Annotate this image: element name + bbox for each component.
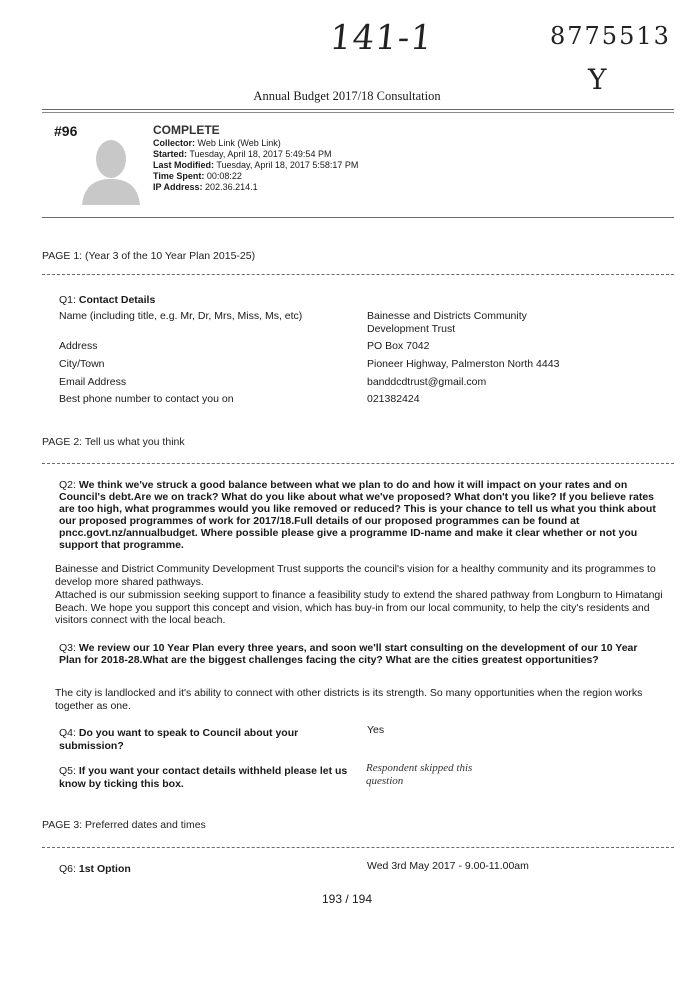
page2-title: Tell us what you think bbox=[84, 436, 185, 448]
q2-text: We think we've struck a good balance between what we plan to do and how it will impact on your rates and on Council's debt.Are we on track? What do you like about what we've proposed? What don't you like? If you believe rates are too high, what programmes would you like removed or reduced? This is your chance to tell us what you think about our proposed programmes of work for 2017/18.Full details of our proposed programmes can be found at pncc.govt.nz/annualbudget. Where possible please give a programme ID-name and make it clear whether or not you support that programme. bbox=[59, 479, 656, 551]
started-label: Started: bbox=[153, 149, 188, 159]
q1-phone-value: 021382424 bbox=[367, 393, 420, 405]
page3-heading bbox=[42, 819, 206, 831]
q5-number: Q5: bbox=[59, 765, 76, 777]
q6-title: 1st Option bbox=[78, 863, 131, 875]
time-spent-label: Time Spent: bbox=[153, 171, 205, 181]
q1-heading bbox=[59, 294, 155, 306]
modified-value: Tuesday, April 18, 2017 5:58:17 PM bbox=[216, 160, 359, 170]
handwritten-number: 141-1 bbox=[327, 18, 436, 58]
q3-question bbox=[59, 642, 659, 666]
q2-answer-2: Attached is our submission seeking support to finance a feasibility study to extend the shared pathway from Longburn to Himatangi Beach. We hope you support this concept and vision, which has buy-in from our local community, to help the city's residents and visitors connect with the local beach. bbox=[55, 589, 663, 626]
avatar-silhouette-icon bbox=[80, 135, 142, 205]
page3-title: Preferred dates and times bbox=[85, 819, 206, 831]
avatar bbox=[80, 135, 142, 205]
q1-number: Q1: bbox=[59, 294, 76, 306]
q4-number: Q4: bbox=[59, 727, 76, 739]
divider bbox=[42, 109, 674, 110]
q4-text: Do you want to speak to Council about your submission? bbox=[59, 727, 299, 752]
page3-prefix: PAGE 3: bbox=[42, 819, 83, 831]
q2-answer-1: Bainesse and District Community Development Trust supports the council's vision for a healthy community and its programmes to develop more shared pathways. bbox=[55, 563, 656, 588]
page2-prefix: PAGE 2: bbox=[42, 436, 83, 448]
q6-answer: Wed 3rd May 2017 - 9.00-11.00am bbox=[367, 860, 529, 872]
q1-title: Contact Details bbox=[78, 294, 156, 306]
page1-title: (Year 3 of the 10 Year Plan 2015-25) bbox=[85, 250, 256, 262]
collector-label: Collector: bbox=[153, 138, 196, 148]
q5-question bbox=[59, 765, 349, 791]
q1-phone-label: Best phone number to contact you on bbox=[59, 393, 234, 405]
divider bbox=[42, 217, 674, 218]
q6-heading bbox=[59, 863, 131, 875]
page1-heading bbox=[42, 250, 255, 262]
q1-address-label: Address bbox=[59, 340, 98, 352]
q5-answer: Respondent skipped this question bbox=[366, 762, 473, 787]
q1-city-value: Pioneer Highway, Palmerston North 4443 bbox=[367, 358, 560, 370]
response-number: #96 bbox=[54, 123, 78, 139]
q2-number: Q2: bbox=[59, 479, 76, 491]
divider bbox=[42, 463, 674, 464]
divider bbox=[42, 847, 674, 848]
document-title: Annual Budget 2017/18 Consultation bbox=[253, 89, 441, 103]
page1-prefix: PAGE 1: bbox=[42, 250, 83, 262]
time-spent-value: 00:08:22 bbox=[206, 171, 242, 181]
response-status: COMPLETE bbox=[153, 123, 220, 137]
ip-label: IP Address: bbox=[153, 182, 203, 192]
q3-number: Q3: bbox=[59, 642, 76, 654]
q1-email-value: banddcdtrust@gmail.com bbox=[367, 376, 487, 388]
q1-email-label: Email Address bbox=[59, 376, 127, 388]
handwritten-reference: 8775513 bbox=[550, 22, 671, 50]
divider bbox=[42, 274, 674, 275]
q1-city-label: City/Town bbox=[59, 358, 105, 370]
q1-name-label: Name (including title, e.g. Mr, Dr, Mrs, Miss, Ms, etc) bbox=[59, 310, 303, 322]
q5-text: If you want your contact details withheld please let us know by ticking this box. bbox=[59, 765, 348, 790]
q1-name-value: Bainesse and Districts Community Development Trust bbox=[367, 310, 527, 335]
ip-value: 202.36.214.1 bbox=[205, 182, 258, 192]
q3-answer: The city is landlocked and it's ability to connect with other districts is its strength. So many opportunities when the region works together as one. bbox=[55, 687, 643, 712]
q4-answer: Yes bbox=[367, 724, 385, 736]
q3-text: We review our 10 Year Plan every three years, and soon we'll start consulting on the development of our 10 Year Plan for 2018-28.What are the biggest challenges facing the city? What are the cities greatest opportunities? bbox=[59, 642, 638, 666]
q6-number: Q6: bbox=[59, 863, 76, 875]
collector-value: Web Link (Web Link) bbox=[197, 138, 281, 148]
response-meta bbox=[153, 138, 358, 193]
q4-question bbox=[59, 727, 329, 753]
q1-address-value: PO Box 7042 bbox=[367, 340, 430, 352]
divider bbox=[42, 112, 674, 113]
handwritten-mark: Y bbox=[588, 63, 608, 96]
modified-label: Last Modified: bbox=[153, 160, 214, 170]
q2-question bbox=[59, 479, 659, 551]
page2-heading bbox=[42, 436, 185, 448]
page-number: 193 / 194 bbox=[321, 892, 373, 906]
started-value: Tuesday, April 18, 2017 5:49:54 PM bbox=[189, 149, 332, 159]
